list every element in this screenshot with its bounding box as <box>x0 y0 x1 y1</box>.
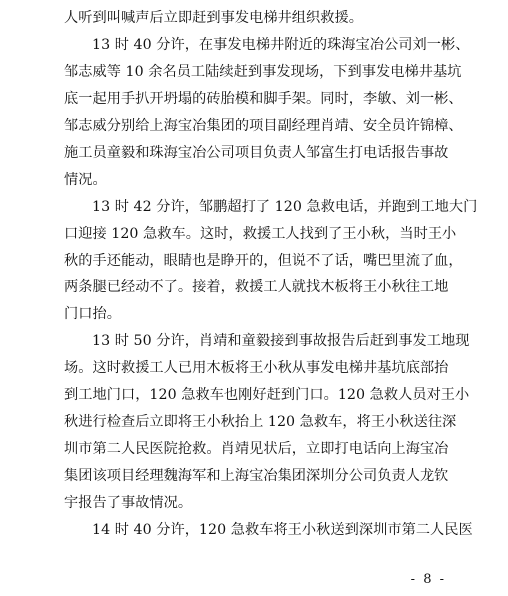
text-line: 门口抬。 <box>64 306 121 322</box>
text-line: 人听到叫喊声后立即赶到事发电梯井组织救援。 <box>64 10 363 26</box>
text-line: 底一起用手扒开坍塌的砖胎模和脚手架。同时，李敏、刘一彬、 <box>64 91 463 107</box>
page-number: - 8 - <box>410 572 446 587</box>
text-line: 情况。 <box>64 172 107 188</box>
text-line: 两条腿已经动不了。接着，救援工人就找木板将王小秋往工地 <box>64 279 449 295</box>
text-line: 邹志威等 10 余名员工陆续赶到事发现场，下到事发电梯井基坑 <box>64 64 462 80</box>
text-line: 邹志威分别给上海宝冶集团的项目副经理肖靖、安全员许锦樟、 <box>64 118 463 134</box>
text-line: 圳市第二人民医院抢救。肖靖见状后，立即打电话向上海宝冶 <box>64 441 449 457</box>
paragraph-first-line: 13 时 40 分许，在事发电梯井附近的珠海宝冶公司刘一彬、 <box>92 37 470 53</box>
text-line: 到工地门口，120 急救车也刚好赶到门口。120 急救人员对王小 <box>64 387 470 403</box>
text-line: 口迎接 120 急救车。这时，救援工人找到了王小秋，当时王小 <box>64 226 457 242</box>
text-line: 集团该项目经理魏海军和上海宝冶集团深圳分公司负责人龙钦 <box>64 468 449 484</box>
paragraph-first-line: 13 时 50 分许，肖靖和童毅接到事故报告后赶到事发工地现 <box>92 333 470 349</box>
text-line: 场。这时救援工人已用木板将王小秋从事发电梯井基坑底部抬 <box>64 360 449 376</box>
text-line: 施工员童毅和珠海宝冶公司项目负责人邹富生打电话报告事故 <box>64 145 449 161</box>
text-line: 秋的手还能动，眼睛也是睁开的，但说不了话，嘴巴里流了血， <box>64 253 463 269</box>
text-line: 秋进行检查后立即将王小秋抬上 120 急救车，将王小秋送往深 <box>64 414 457 430</box>
text-line: 宇报告了事故情况。 <box>64 495 193 511</box>
paragraph-first-line: 13 时 42 分许，邹鹏超打了 120 急救电话，并跑到工地大门 <box>92 199 478 215</box>
paragraph-first-line: 14 时 40 分许，120 急救车将王小秋送到深圳市第二人民医 <box>92 522 473 538</box>
